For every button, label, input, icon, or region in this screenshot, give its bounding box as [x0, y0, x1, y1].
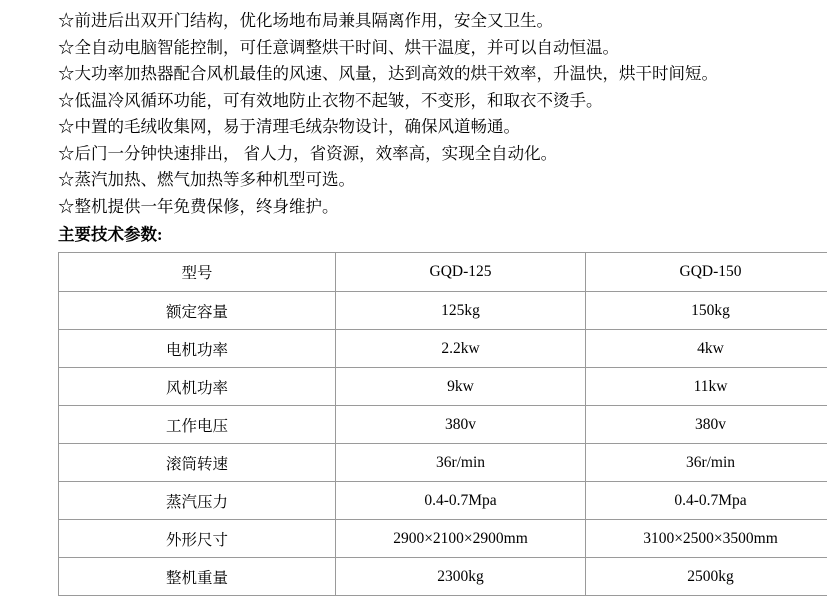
list-item: ☆中置的毛绒收集网，易于清理毛绒杂物设计，确保风道畅通。: [58, 114, 809, 141]
row-value: 36r/min: [586, 444, 827, 482]
page-title: 主要技术参数:: [58, 222, 809, 248]
table-header-gqd125: GQD-125: [336, 253, 586, 292]
table-row: [59, 330, 827, 368]
table-row: [59, 482, 827, 520]
row-label: 风机功率: [59, 368, 336, 406]
row-value: 150kg: [586, 292, 827, 330]
list-item: ☆全自动电脑智能控制，可任意调整烘干时间、烘干温度，并可以自动恒温。: [58, 35, 809, 62]
row-value: 3100×2500×3500mm: [586, 520, 827, 558]
table-row: [59, 253, 827, 292]
list-item: ☆前进后出双开门结构，优化场地布局兼具隔离作用，安全又卫生。: [58, 8, 809, 35]
table-header-model: 型号: [59, 253, 336, 292]
table-header-gqd150: GQD-150: [586, 253, 827, 292]
row-value: 36r/min: [336, 444, 586, 482]
row-value: 11kw: [586, 368, 827, 406]
row-value: 380v: [586, 406, 827, 444]
row-value: 2500kg: [586, 558, 827, 596]
row-label: 工作电压: [59, 406, 336, 444]
row-label: 电机功率: [59, 330, 336, 368]
list-item: ☆大功率加热器配合风机最佳的风速、风量，达到高效的烘干效率，升温快，烘干时间短。: [58, 61, 809, 88]
row-value: 9kw: [336, 368, 586, 406]
row-value: 2300kg: [336, 558, 586, 596]
row-label: 蒸汽压力: [59, 482, 336, 520]
table-row: [59, 444, 827, 482]
row-label: 额定容量: [59, 292, 336, 330]
row-value: 0.4-0.7Mpa: [586, 482, 827, 520]
table-row: [59, 558, 827, 596]
row-value: 125kg: [336, 292, 586, 330]
list-item: ☆整机提供一年免费保修，终身维护。: [58, 194, 809, 221]
table-row: [59, 406, 827, 444]
row-label: 外形尺寸: [59, 520, 336, 558]
list-item: ☆后门一分钟快速排出， 省人力，省资源，效率高，实现全自动化。: [58, 141, 809, 168]
row-value: 380v: [336, 406, 586, 444]
row-value: 0.4-0.7Mpa: [336, 482, 586, 520]
table-row: [59, 292, 827, 330]
row-value: 4kw: [586, 330, 827, 368]
table-row: [59, 520, 827, 558]
table-row: [59, 368, 827, 406]
list-item: ☆低温冷风循环功能，可有效地防止衣物不起皱，不变形，和取衣不烫手。: [58, 88, 809, 115]
feature-list: [58, 8, 809, 220]
specifications-table: [58, 252, 827, 596]
row-value: 2.2kw: [336, 330, 586, 368]
row-label: 整机重量: [59, 558, 336, 596]
list-item: ☆蒸汽加热、燃气加热等多种机型可选。: [58, 167, 809, 194]
row-value: 2900×2100×2900mm: [336, 520, 586, 558]
row-label: 滚筒转速: [59, 444, 336, 482]
